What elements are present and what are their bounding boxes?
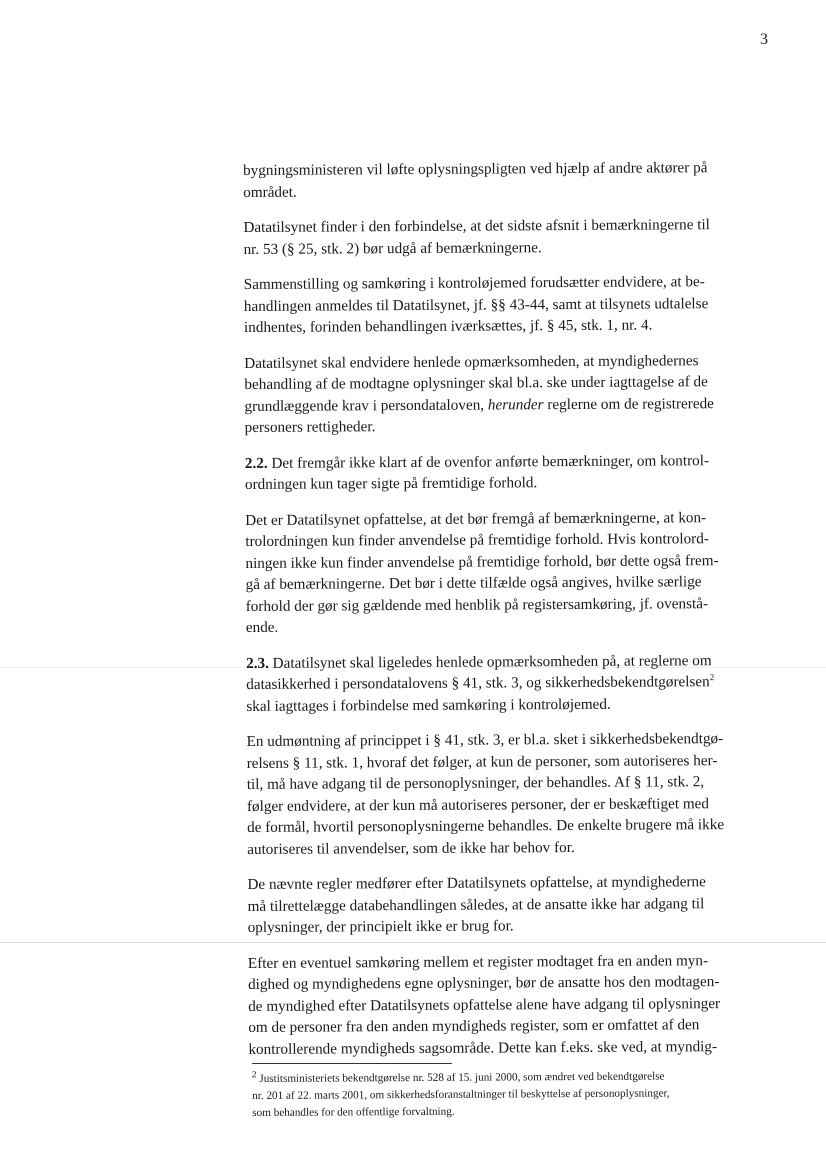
paragraph [244, 349, 765, 438]
footnote-line: nr. 201 af 22. marts 2001, om sikkerhedsforanstaltninger til beskyttelse af personoplysninger, [252, 1087, 670, 1102]
text-line [245, 449, 765, 474]
text-line: relsens § 11, stk. 1, hvoraf det følger, at kun de personer, som autoriseres her- [246, 751, 718, 772]
section-number: 2.2. [244, 454, 268, 472]
text-line: området. [243, 183, 297, 201]
text-line: de formål, hvortil personoplysningerne behandles. De enkelte brugere må ikke [247, 816, 725, 836]
text-line: ende. [245, 618, 279, 636]
text-line: gå af bemærkningerne. Det bør i dette tilfælde også angives, hvilke særlige [245, 573, 702, 593]
text-line: må tilrettelægge databehandlingen således, at de ansatte ikke har adgang til [247, 894, 705, 915]
text-line: En udmøntning af princippet i § 41, stk. 3, er bl.a. sket i sikkerhedsbekendtgø- [246, 730, 724, 750]
paragraph-section-2-3 [246, 649, 766, 717]
text-line: forhold der gør sig gældende med henblik på registersamkøring, jf. ovenstå- [245, 594, 709, 615]
text-line [246, 649, 766, 674]
footnote-separator [252, 1063, 452, 1064]
text-segment: reglerne om de registrerede [543, 394, 714, 413]
text-line: ningen ikke kun finder anvendelse på fremtidige forhold, bør dette også frem- [245, 551, 719, 572]
text-line: handlingen anmeldes til Datatilsynet, jf. §§ 43-44, samt at tilsynets udtalelse [243, 294, 709, 315]
text-line: trolordningen kun finder anvendelse på fremtidige forhold. Hvis kontrolord- [245, 530, 709, 550]
text-line: Datatilsynet finder i den forbindelse, at det sidste afsnit i bemærkningerne til [243, 216, 710, 236]
text-line: autoriseres til anvendelser, som de ikke har behov for. [247, 838, 575, 858]
text-line: Det er Datatilsynet opfattelse, at det bør fremgå af bemærkningerne, at kon- [245, 508, 707, 529]
text-segment: Det fremgår ikke klart af de ovenfor anførte bemærkninger, om kontrol- [267, 451, 710, 472]
text-line: Datatilsynet skal endvidere henlede opmærksomheden, at myndighedernes [244, 351, 699, 372]
text-line: dighed og myndighedens egne oplysninger, bør de ansatte hos den modtagen- [247, 973, 720, 993]
text-segment: datasikkerhed i persondatalovens § 41, stk. 3, og sikkerhedsbekendtgørelsen [246, 673, 710, 693]
paragraph [243, 214, 763, 260]
text-line: til, må have adgang til de personoplysninger, der behandles. Af § 11, stk. 2, [246, 773, 705, 793]
text-line: de myndighed efter Datatilsynets opfattelse alene have adgang til oplysninger [248, 994, 721, 1015]
text-line: kontrollerende myndigheds sagsområde. Dette kan f.eks. ske ved, at myndig- [248, 1037, 718, 1058]
text-segment: grundlæggende krav i persondataloven, [244, 396, 488, 415]
text-line: om de personer fra den anden myndigheds register, som er omfattet af den [248, 1016, 700, 1036]
paragraph [246, 728, 767, 860]
paragraph [245, 506, 766, 638]
text-line [246, 671, 766, 696]
footnote-line: som behandles for den offentlige forvaltning. [252, 1105, 455, 1119]
paragraph [248, 949, 769, 1060]
footnote [252, 1068, 792, 1122]
text-line: behandling af de modtagne oplysninger skal bl.a. ske under iagttagelse af de [244, 373, 708, 393]
text-line: nr. 53 (§ 25, stk. 2) bør udgå af bemærkningerne. [243, 238, 542, 258]
text-line: De nævnte regler medfører efter Datatilsynets opfattelse, at myndighederne [247, 873, 706, 893]
text-segment: Justitsministeriets bekendtgørelse nr. 528 af 15. juni 2000, som ændret ved bekendtgørelse [259, 1070, 665, 1085]
text-line: oplysninger, der principielt ikke er brug for. [247, 917, 514, 936]
text-line: Sammenstilling og samkøring i kontroløjemed forudsætter endvidere, at be- [243, 273, 705, 293]
text-line: bygningsministeren vil løfte oplysningspligten ved hjælp af andre aktører på [243, 159, 708, 179]
paragraph [243, 157, 763, 203]
text-line: ordningen kun tager sigte på fremtidige forhold. [244, 474, 538, 493]
text-line: personers rettigheder. [244, 418, 376, 436]
footnote-marker: 2 [251, 1069, 257, 1080]
document-body [243, 157, 769, 1074]
text-line: Efter en eventuel samkøring mellem et register modtaget fra en anden myn- [247, 951, 709, 972]
text-line: indhentes, forinden behandlingen iværksættes, jf. § 45, stk. 1, nr. 4. [243, 316, 653, 336]
footnote-reference[interactable]: 2 [709, 672, 715, 683]
paragraph [244, 271, 764, 339]
paragraph-section-2-2 [245, 449, 765, 495]
text-segment: Datatilsynet skal ligeledes henlede opmærksomheden på, at reglerne om [268, 651, 712, 672]
text-line [244, 392, 764, 417]
text-line: følger endvidere, at der kun må autoriseres personer, der er beskæftiget med [246, 794, 710, 815]
text-line: skal iagttages i forbindelse med samkøring i kontroløjemed. [246, 695, 611, 715]
italic-emphasis: herunder [487, 395, 544, 414]
section-number: 2.3. [246, 654, 269, 672]
page-number: 3 [760, 31, 768, 48]
paragraph [247, 871, 767, 939]
